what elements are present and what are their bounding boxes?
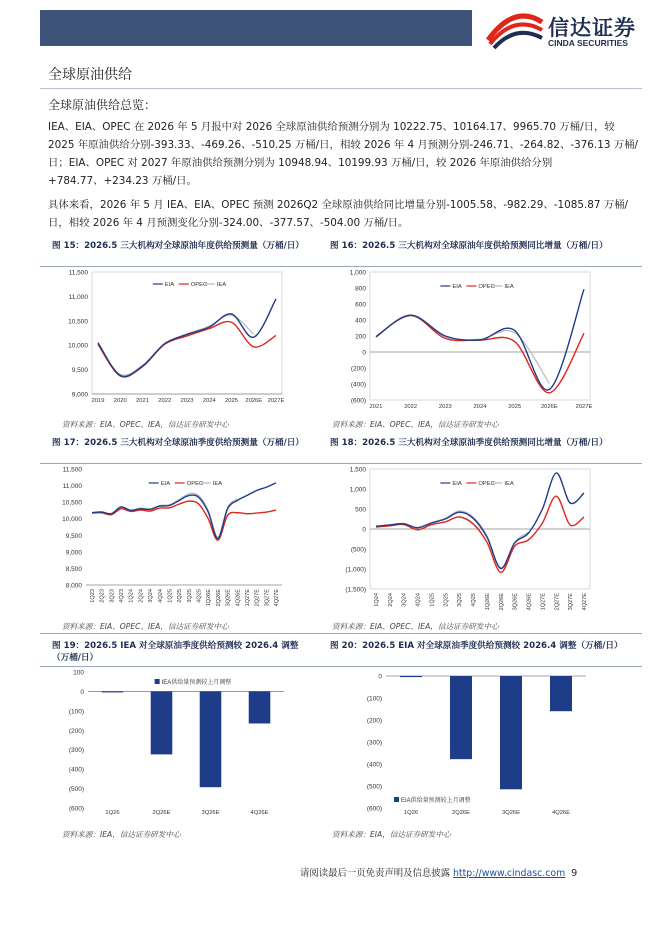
logo-mark-icon [484, 10, 544, 50]
x-tick-label: 3Q24 [148, 589, 155, 603]
plot-frame [370, 272, 590, 400]
fig16-caption: 图 16：2026.5 三大机构对全球原油年度供给预测同比增量（万桶/日） [330, 241, 608, 251]
y-tick-label: (500) [68, 786, 84, 794]
x-tick-label: 4Q26E [526, 593, 533, 611]
x-tick-label: 2026E [540, 404, 558, 410]
x-tick-label: 4Q25 [471, 593, 478, 607]
y-tick-label: (1,500) [345, 586, 366, 594]
section-divider [40, 88, 642, 89]
legend-label: IEA [504, 481, 514, 488]
y-tick-label: 1,000 [349, 269, 366, 277]
series-line-opec [376, 315, 584, 393]
x-tick-label: 2024 [473, 404, 487, 410]
legend-label: EIA [452, 481, 462, 488]
series-line-iea [98, 315, 254, 375]
y-tick-label: 9,500 [65, 532, 82, 540]
x-tick-label: 3Q25 [186, 589, 193, 603]
y-tick-label: 9,500 [71, 367, 88, 375]
x-tick-label: 2Q24 [138, 589, 145, 603]
y-tick-label: (200) [350, 365, 366, 373]
y-tick-label: 9,000 [71, 391, 88, 399]
bar [102, 691, 124, 692]
x-tick-label: 3Q26E [225, 589, 232, 607]
y-tick-label: 8,000 [65, 582, 82, 590]
x-tick-label: 2Q23 [99, 589, 106, 603]
fig18-caption: 图 18：2026.5 三大机构对全球原油季度供给预测同比增量（万桶/日） [330, 438, 608, 448]
y-tick-label: 10,000 [68, 342, 88, 350]
x-tick-label: 4Q27E [582, 593, 588, 611]
fig15-chart [52, 268, 292, 416]
legend-label: OPEC [478, 284, 495, 291]
y-tick-label: (300) [366, 739, 382, 747]
x-tick-label: 3Q25 [457, 593, 464, 607]
series-line-eia [98, 299, 276, 377]
bar [450, 676, 472, 759]
x-tick-label: 2Q27E [254, 589, 261, 607]
fig15-source: 资料来源：EIA、OPEC、IEA，信达证券研发中心 [62, 420, 229, 429]
x-tick-label: 1Q27E [244, 589, 251, 607]
x-tick-label: 1Q26 [105, 810, 120, 816]
cinda-logo [484, 10, 654, 50]
fig19-source: 资料来源：IEA，信达证券研发中心 [62, 830, 181, 839]
y-tick-label: (600) [366, 805, 382, 813]
y-tick-label: 11,500 [62, 466, 82, 474]
x-tick-label: 2023 [180, 398, 194, 404]
x-tick-label: 3Q27E [264, 589, 271, 607]
legend-swatch [155, 679, 160, 684]
legend-label: EIA [452, 284, 462, 291]
x-tick-label: 1Q25 [167, 589, 174, 603]
x-tick-label: 4Q26E [235, 589, 242, 607]
legend-label: IEA [212, 481, 223, 488]
fig17-chart [52, 465, 292, 615]
legend-label: EIA [164, 282, 175, 289]
x-tick-label: 4Q24 [157, 589, 164, 603]
bar [550, 676, 572, 711]
fig19-chart [52, 668, 292, 824]
x-tick-label: 1Q26 [403, 810, 419, 816]
legend-label: IEA [216, 282, 227, 289]
x-tick-label: 2027E [575, 404, 593, 410]
series-line-iea [92, 493, 237, 537]
fig16-source: 资料来源：EIA、OPEC、IEA，信达证券研发中心 [332, 420, 499, 429]
x-tick-label: 2Q26E [152, 810, 171, 816]
y-tick-label: 0 [362, 526, 366, 534]
paragraph-1: IEA、EIA、OPEC 在 2026 年 5 月报中对 2026 全球原油供给预测分别为 10222.75、10164.17、9965.70 万桶/日，较 2025 年原油供给分别-393.33、-469.26、-510.25 万桶/日，相较 2026 年 4 月预测分别-246.71、-264.82、-376.13 万桶/日；EIA、OPEC 对 2027 年原油供给预测分别为 10948.94、10199.93 万桶/日，较 2026 年原油供给分别+784.77、+234.23 万桶/日。 [48, 121, 639, 187]
x-tick-label: 2023 [438, 404, 452, 410]
x-tick-label: 3Q24 [401, 593, 408, 607]
y-tick-label: 8,500 [65, 565, 82, 573]
header-banner [40, 10, 472, 46]
bar [400, 676, 422, 677]
x-tick-label: 1Q24 [128, 589, 135, 603]
x-tick-label: 1Q23 [90, 589, 96, 603]
y-tick-label: (600) [350, 397, 366, 405]
series-line-opec [376, 496, 584, 572]
y-tick-label: 100 [73, 669, 84, 677]
x-tick-label: 1Q25 [429, 593, 436, 607]
x-tick-label: 2019 [91, 398, 105, 404]
logo-brand-text: 信达证券 [548, 16, 636, 40]
y-tick-label: (300) [68, 747, 84, 755]
legend-label: EIA [160, 481, 171, 488]
y-tick-label: (500) [366, 783, 382, 791]
y-tick-label: (400) [350, 381, 366, 389]
fig20-source: 资料来源：EIA，信达证券研发中心 [332, 830, 451, 839]
y-tick-label: (400) [68, 766, 84, 774]
fig16-chart [330, 268, 600, 416]
legend-label: IEA供给量预测较上月调整 [161, 680, 232, 686]
x-tick-label: 3Q27E [568, 593, 575, 611]
x-tick-label: 2022 [404, 404, 418, 410]
source-divider [40, 633, 642, 634]
series-line-eia [376, 473, 584, 568]
x-tick-label: 3Q26E [201, 810, 220, 816]
x-tick-label: 3Q23 [109, 589, 116, 603]
caption-divider [40, 266, 642, 267]
y-tick-label: 1,000 [349, 486, 366, 494]
x-tick-label: 2Q24 [387, 593, 394, 607]
series-line-eia [92, 483, 276, 539]
x-tick-label: 2025 [508, 404, 522, 410]
fig18-source: 资料来源：EIA、OPEC、IEA，信达证券研发中心 [332, 622, 499, 631]
fig20-chart [330, 668, 600, 824]
y-tick-label: (600) [68, 805, 84, 813]
section-title: 全球原油供给 [48, 67, 132, 83]
legend-label: OPEC [478, 481, 495, 488]
x-tick-label: 2Q26E [498, 593, 505, 611]
x-tick-label: 2Q26E [451, 810, 471, 816]
x-tick-label: 4Q27E [274, 589, 280, 607]
x-tick-label: 2027E [267, 398, 285, 404]
fig17-source: 资料来源：EIA、OPEC、IEA，信达证券研发中心 [62, 622, 229, 631]
y-tick-label: 10,500 [62, 499, 82, 507]
y-tick-label: (100) [366, 695, 382, 703]
fig19-caption: 图 19：2026.5 IEA 对全球原油季度供给预测较 2026.4 调整（万桶/日） [52, 641, 299, 663]
y-tick-label: 9,000 [65, 549, 82, 557]
series-line-iea [376, 316, 549, 383]
x-tick-label: 2026E [245, 398, 263, 404]
footer-link[interactable]: http://www.cindasc.com [452, 868, 566, 879]
x-tick-label: 2021 [369, 404, 383, 410]
x-tick-label: 2021 [136, 398, 149, 404]
fig20-caption: 图 20：2026.5 EIA 对全球原油季度供给预测较 2026.4 调整（万桶/日） [330, 641, 623, 651]
x-tick-label: 1Q24 [374, 593, 380, 607]
x-tick-label: 1Q26E [206, 589, 213, 607]
y-tick-label: 0 [80, 688, 84, 696]
x-tick-label: 1Q27E [540, 593, 547, 611]
y-tick-label: 200 [355, 333, 366, 341]
x-tick-label: 2020 [113, 398, 127, 404]
y-tick-label: 400 [355, 317, 366, 325]
x-tick-label: 2024 [202, 398, 216, 404]
legend-swatch [394, 797, 399, 802]
y-tick-label: (400) [366, 761, 382, 769]
footer-disclaimer: 请阅读最后一页免责声明及信息披露 [300, 868, 453, 879]
x-tick-label: 3Q26E [512, 593, 519, 611]
fig15-caption: 图 15：2026.5 三大机构对全球原油年度供给预测量（万桶/日） [52, 241, 304, 251]
y-tick-label: 10,500 [68, 318, 88, 326]
y-tick-label: (1,000) [345, 566, 366, 574]
y-tick-label: 1,500 [349, 466, 366, 474]
legend-label: IEA [504, 284, 514, 291]
y-tick-label: 0 [362, 349, 366, 357]
caption-divider [40, 463, 642, 464]
y-tick-label: (100) [68, 708, 84, 716]
caption-divider [40, 666, 642, 667]
x-tick-label: 4Q26E [250, 810, 269, 816]
series-line-eia [376, 289, 584, 390]
x-tick-label: 2Q25 [177, 589, 184, 603]
bar [249, 691, 271, 723]
fig17-caption: 图 17：2026.5 三大机构对全球原油季度供给预测量（万桶/日） [52, 438, 304, 448]
y-tick-label: 11,000 [68, 293, 88, 301]
x-tick-label: 3Q26E [501, 810, 521, 816]
x-tick-label: 2025 [225, 398, 238, 404]
x-tick-label: 4Q23 [119, 589, 126, 603]
bar [500, 676, 522, 789]
x-tick-label: 1Q26E [484, 593, 491, 611]
logo-sub-text: CINDA SECURITIES [548, 38, 628, 48]
x-tick-label: 2Q26E [215, 589, 222, 607]
y-tick-label: (200) [366, 717, 382, 725]
fig18-chart [330, 465, 600, 615]
series-line-iea [376, 511, 529, 569]
bar [200, 691, 222, 787]
page-number: 9 [571, 868, 578, 879]
x-tick-label: 4Q26E [551, 810, 571, 816]
y-tick-label: 11,000 [62, 483, 82, 491]
y-tick-label: 500 [355, 506, 366, 514]
x-tick-label: 2Q25 [443, 593, 450, 607]
subheading: 全球原油供给总览： [48, 98, 157, 112]
y-tick-label: (200) [68, 727, 84, 735]
x-tick-label: 2Q27E [554, 593, 561, 611]
y-tick-label: 600 [355, 301, 366, 309]
y-tick-label: (500) [350, 546, 366, 554]
y-tick-label: 0 [378, 673, 382, 681]
paragraph-2: 具体来看，2026 年 5 月 IEA、EIA、OPEC 预测 2026Q2 全球原油供给同比增量分别-1005.58、-982.29、-1085.87 万桶/日，相较 2026 年 4 月预测变化分别-324.00、-377.57、-504.00 万桶/日。 [48, 199, 629, 229]
footer [300, 865, 577, 879]
legend-label: OPEC [186, 481, 204, 488]
x-tick-label: 4Q25 [196, 589, 203, 603]
y-tick-label: 800 [355, 285, 366, 293]
y-tick-label: 10,000 [62, 516, 82, 524]
legend-label: OPEC [190, 282, 208, 289]
y-tick-label: 11,500 [68, 269, 88, 277]
x-tick-label: 4Q24 [415, 593, 422, 607]
legend-label: EIA供给量预测较上月调整 [401, 798, 471, 804]
bar [151, 691, 173, 754]
x-tick-label: 2022 [158, 398, 172, 404]
